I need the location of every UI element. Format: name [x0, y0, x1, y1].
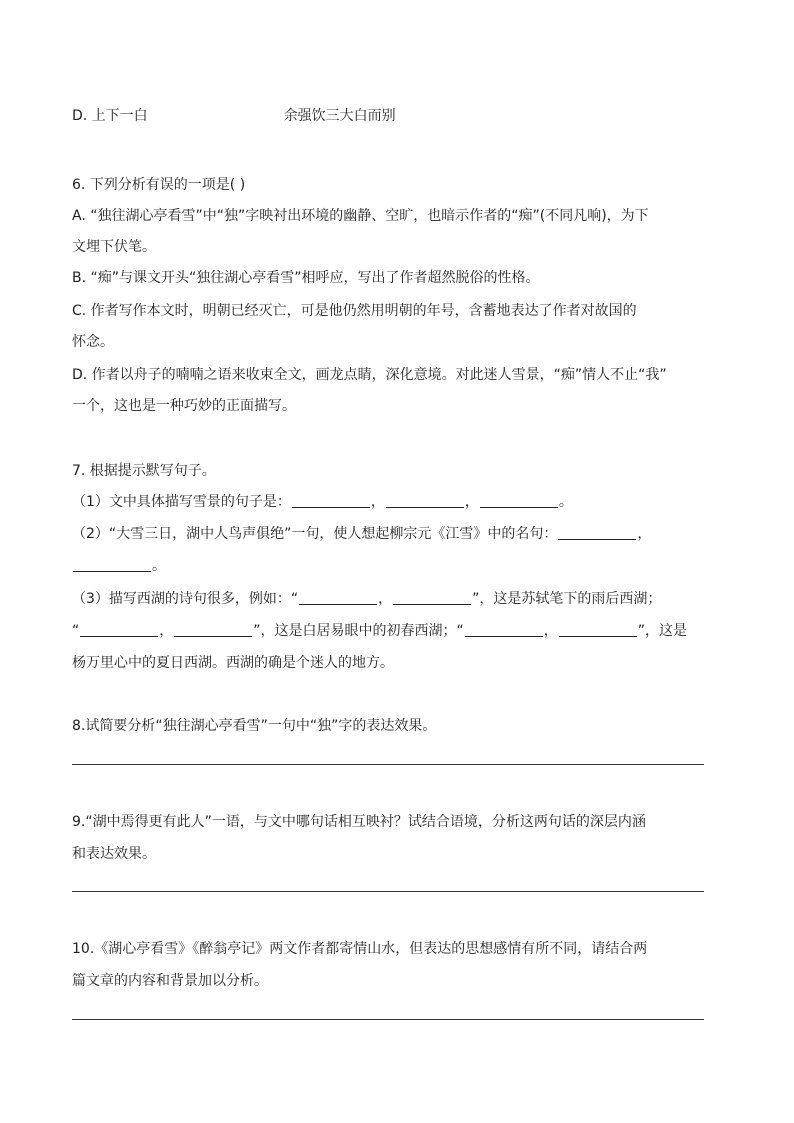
q6-option-c-line1: C. 作者写作本文时，明朝已经灭亡，可是他仍然用明朝的年号，含蓄地表达了作者对故国的	[72, 303, 637, 319]
q7-stem: 7. 根据提示默写句子。	[72, 463, 216, 479]
comma: ，	[637, 526, 652, 542]
q8-answer-line[interactable]	[72, 764, 704, 765]
blank-field[interactable]	[559, 622, 637, 637]
blank-field[interactable]	[386, 493, 464, 508]
q10-answer-line[interactable]	[72, 1019, 704, 1020]
q10-stem-line2: 篇文章的内容和背景加以分析。	[72, 973, 268, 989]
comma: ，	[378, 591, 393, 607]
q6-option-a-line1: A. “独往湖心亭看雪”中“独”字映衬出环境的幽静、空旷，也暗示作者的“痴”(不同凡响)，为下	[72, 208, 649, 224]
period: 。	[558, 494, 573, 510]
q7-part3-cont	[72, 621, 687, 641]
q7-part1	[72, 492, 573, 512]
comma: ，	[464, 494, 479, 510]
blank-field[interactable]	[174, 622, 252, 637]
q9-stem-line2: 和表达效果。	[72, 846, 156, 862]
q6-stem: 6. 下列分析有误的一项是( )	[72, 177, 246, 193]
q10-stem-line1: 10.《湖心亭看雪》《醉翁亭记》两文作者都寄情山水，但表达的思想感情有所不同，请结合两	[72, 941, 648, 957]
open-quote: “	[72, 623, 80, 639]
blank-field[interactable]	[73, 557, 151, 572]
option-d-text: 余强饮三大白而别	[283, 108, 396, 124]
q7-part3-end: ”，这是	[637, 623, 688, 639]
option-d-line	[72, 106, 396, 126]
q7-part3-suffix: ”，这是苏轼笔下的雨后西湖；	[472, 591, 662, 607]
q7-part2	[72, 524, 651, 544]
q6-option-d-line2: 一个，这也是一种巧妙的正面描写。	[72, 398, 296, 414]
blank-field[interactable]	[465, 622, 543, 637]
q6-option-c-line2: 怀念。	[72, 334, 114, 350]
q7-part1-prompt: （1）文中具体描写雪景的句子是：	[72, 494, 291, 510]
blank-field[interactable]	[558, 525, 636, 540]
q7-part3-tail: 杨万里心中的夏日西湖。西湖的确是个迷人的地方。	[72, 655, 394, 671]
q7-part3-mid: ”，这是白居易眼中的初春西湖；“	[253, 623, 464, 639]
comma: ，	[159, 623, 174, 639]
q9-stem-line1: 9.“湖中焉得更有此人”一语，与文中哪句话相互映衬？试结合语境，分析这两句话的深层内涵	[72, 814, 646, 830]
blank-field[interactable]	[299, 590, 377, 605]
comma: ，	[370, 494, 385, 510]
blank-field[interactable]	[80, 622, 158, 637]
q7-part2-cont	[72, 556, 166, 576]
q6-option-d-line1: D. 作者以舟子的喃喃之语来收束全文，画龙点睛，深化意境。对此迷人雪景，“痴”情人不止“我”	[72, 367, 667, 383]
blank-field[interactable]	[292, 493, 370, 508]
q9-answer-line[interactable]	[72, 891, 704, 892]
q6-option-b: B. “痴”与课文开头“独往湖心亭看雪”相呼应，写出了作者超然脱俗的性格。	[72, 270, 540, 286]
blank-field[interactable]	[393, 590, 471, 605]
period: 。	[152, 558, 166, 574]
q7-part2-prompt: （2）“大雪三日，湖中人鸟声俱绝”一句，使人想起柳宗元《江雪》中的名句：	[72, 526, 558, 542]
blank-field[interactable]	[480, 493, 558, 508]
q6-option-a-line2: 文埋下伏笔。	[72, 239, 156, 255]
comma: ，	[543, 623, 558, 639]
q8-stem: 8.试简要分析“独往湖心亭看雪”一句中“独”字的表达效果。	[72, 718, 437, 734]
q7-part3-prompt: （3）描写西湖的诗句很多，例如：“	[72, 591, 299, 607]
option-d-label: D. 上下一白	[72, 108, 148, 124]
q7-part3	[72, 589, 661, 609]
